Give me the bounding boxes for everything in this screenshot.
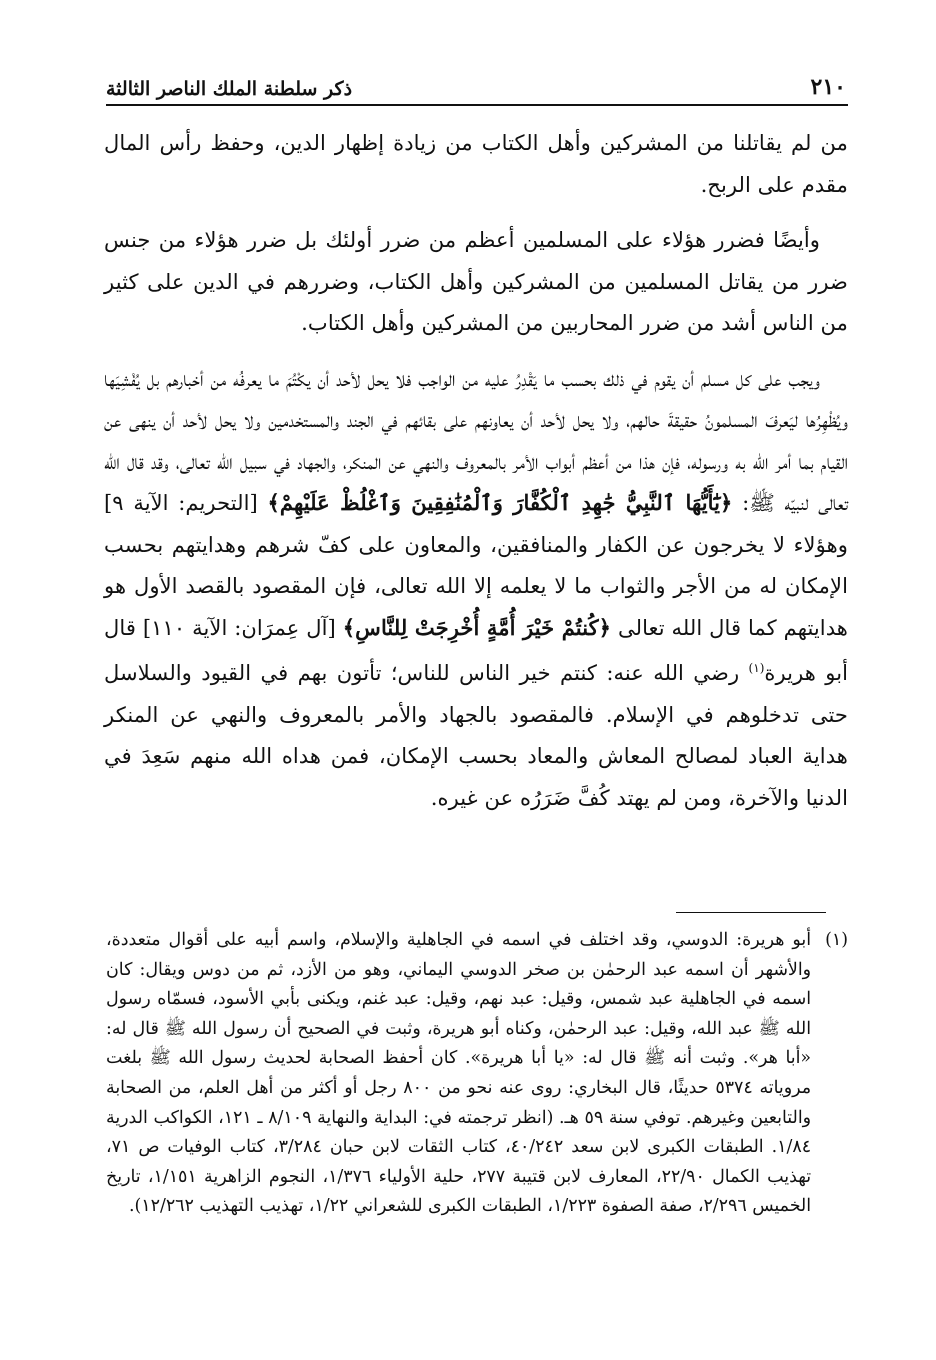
paragraph-3-part-1: ويجب على كل مسلم أن يقوم في ذلك بحسب ما يَقْدِرُ عليه من الواجب فلا يحل لأحد أن يكْتُمَ ما يعرفُه من أخبارهم بل يُفْشِيَها ويُظْهِرُها ليَعرفَ المسلمونُ حقيقةَ حالهم، ولا يحل لأحد أن يعاونهم على بقائهم في الجند والمستخدمين ولا يحل لأحد أن ينهى عن القيام بما أمر الله به ورسوله، فإن هذا من أعظم أبواب الأمر بالمعروف والنهي عن المنكر، والجهاد في سبيل الله تعالى، وقد قال الله تعالى لنبيّه ﷺ: <box>104 365 848 515</box>
footnote-marker: (١) <box>825 930 848 950</box>
quran-verse-al-imran: ﴿كُنتُمْ خَيْرَ أُمَّةٍ أُخْرِجَتْ لِلنَّاسِ﴾ <box>342 614 612 640</box>
paragraph-1: من لم يقاتلنا من المشركين وأهل الكتاب من زيادة إظهار الدين، وحفظ رأس المال مقدم على الربح. <box>104 130 848 197</box>
header-rule <box>106 104 848 106</box>
paragraph-3-part-3: قال أبو هريرة <box>104 614 849 686</box>
running-title: ذكر سلطنة الملك الناصر الثالثة <box>106 78 353 100</box>
paragraph-3-part-2: وهؤلاء لا يخرجون عن الكفار والمنافقين، والمعاون على كفّ شرهم وهدايتهم بحسب الإمكان له من الأجر والثواب ما لا يعلمه إلا الله تعالى، فإن المقصود بالقصد الأول هو هدايتهم كما قال الله تعالى <box>104 531 848 640</box>
footnotes <box>106 926 848 1222</box>
footnote-separator <box>676 912 826 913</box>
paragraph-3 <box>104 358 848 819</box>
quran-verse-tahrim: ﴿يَٰٓأَيُّهَا ٱلنَّبِيُّ جَٰهِدِ ٱلْكُفَّارَ وَٱلْمُنَٰفِقِينَ وَٱغْلُظْ عَلَيْهِمْ﴾ <box>267 490 733 515</box>
footnote-1 <box>106 926 848 1222</box>
page-header <box>106 60 846 100</box>
page-number: ٢١٠ <box>810 74 846 100</box>
verse-reference-al-imran: [آل عِمرَان: الآية ١١٠] <box>135 614 343 640</box>
main-text <box>104 122 848 832</box>
paragraph-2: وأيضًا فضرر هؤلاء على المسلمين أعظم من ضرر أولئك بل ضرر هؤلاء من جنس ضرر من يقاتل المسلمين من المشركين وأهل الكتاب، وضررهم في الدين على كثير من الناس أشد من ضرر المحاربين من المشركين وأهل الكتاب. <box>104 227 848 335</box>
verse-reference-tahrim: [التحريم: الآية ٩] <box>104 490 268 515</box>
footnote-text: أبو هريرة: الدوسي، وقد اختلف في اسمه في الجاهلية والإسلام، واسم أبيه على أقوال متعددة، والأشهر أن اسمه عبد الرحمٰن بن صخر الدوسي اليماني، وهو من الأزد، ثم من دوس ويقال: كان اسمه في الجاهلية عبد شمس، وقيل: عبد نهم، وقيل: عبد غنم، ويكنى بأبي الأسود، فسمّاه رسول الله ﷺ عبد الله، وقيل: عبد الرحمٰن، وكناه أبو هريرة، وثبت في الصحيح أن رسول الله ﷺ قال له: «أبا هر». وثبت أنه ﷺ قال له: «يا أبا هريرة». كان أحفظ الصحابة لحديث رسول الله ﷺ بلغت مروياته ٥٣٧٤ حديثًا، قال البخاري: روى عنه نحو من ٨٠٠ رجل أو أكثر من أهل العلم، من الصحابة والتابعين وغيرهم. توفي سنة ٥٩ هـ. (انظر ترجمته في: البداية والنهاية ٨/١٠٩ ـ ١٢١، الكواكب الدرية ١/٨٤. الطبقات الكبرى لابن سعد ٤٠/٢٤٢، كتاب الثقات لابن حبان ٣/٢٨٤، كتاب الوفيات ص ٧١، تهذيب الكمال ٢٢/٩٠، المعارف لابن قتيبة ٢٧٧، حلية الأولياء ١/٣٧٦، النجوم الزاهرية ١/١٥١، تاريخ الخميس ٢/٢٩٦، صفة الصفوة ١/٢٢٣، الطبقات الكبرى للشعراني ١/٢٢، تهذيب التهذيب ١٢/٢٦٢). <box>106 930 812 1217</box>
paragraph-3-part-4: رضي الله عنه: كنتم خير الناس للناس؛ تأتون بهم في القيود والسلاسل حتى تدخلوهم في الإسلام. فالمقصود بالجهاد والأمر بالمعروف والنهي عن المنكر هداية العباد لمصالح المعاش والمعاد بحسب الإمكان، فمن هداه الله منهم سَعِدَ في الدنيا والآخرة، ومن لم يهتد كُفَّ ضَرَرُه عن غيره. <box>104 660 848 810</box>
footnote-reference-1[interactable]: (١) <box>748 661 765 675</box>
